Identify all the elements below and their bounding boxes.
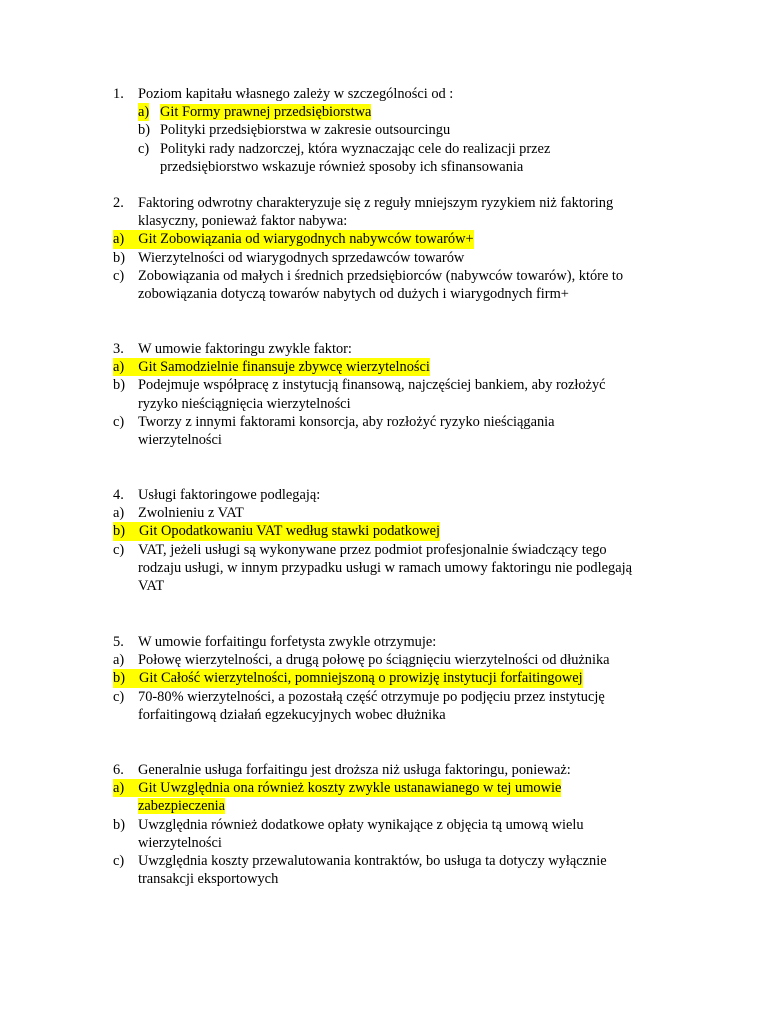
- option-c-continuation: [113, 577, 683, 595]
- option-b-continuation: [113, 395, 683, 413]
- question-number: 5.: [113, 634, 124, 650]
- option-marker: b): [113, 816, 125, 833]
- question-text: W umowie faktoringu zwykle faktor:: [138, 341, 352, 357]
- option-c-continuation: [113, 706, 683, 724]
- option-text: przedsiębiorstwo wskazuje również sposoby ich sfinansowania: [160, 158, 524, 175]
- option-c-continuation: [113, 559, 683, 577]
- question-3: [113, 340, 683, 449]
- option-text: transakcji eksportowych: [138, 871, 279, 888]
- option-b: [113, 121, 683, 139]
- question-stem: [113, 85, 683, 103]
- option-text: 70-80% wierzytelności, a pozostałą część otrzymuje po podjęciu przez instytucję: [138, 688, 605, 705]
- option-marker: a): [113, 231, 125, 248]
- option-c: [113, 140, 683, 158]
- option-a: [113, 358, 683, 376]
- option-text: zobowiązania dotyczą towarów nabytych od dużych i wiarygodnych firm+: [138, 286, 569, 303]
- option-a: [113, 230, 683, 248]
- option-marker: a): [113, 652, 125, 669]
- option-marker: c): [113, 853, 125, 870]
- question-stem: [113, 761, 683, 779]
- option-text: Uwzględnia również dodatkowe opłaty wynikające z objęcia tą umową wielu: [138, 816, 584, 833]
- option-text-highlighted: Git Samodzielnie finansuje zbywcę wierzytelności: [138, 359, 430, 376]
- option-text-highlighted: Git Całość wierzytelności, pomniejszoną o prowizję instytucji forfaitingowej: [139, 670, 583, 687]
- option-a: [113, 103, 683, 121]
- option-text: Wierzytelności od wiarygodnych sprzedawców towarów: [138, 249, 465, 266]
- option-marker: b): [113, 377, 125, 394]
- option-marker: c): [138, 140, 150, 157]
- option-marker: b): [113, 249, 125, 266]
- option-c: [113, 541, 683, 559]
- option-text: Tworzy z innymi faktorami konsorcja, aby rozłożyć ryzyko nieściągania: [138, 413, 555, 430]
- option-c: [113, 413, 683, 431]
- option-marker: b): [113, 670, 125, 687]
- option-marker: a): [113, 359, 125, 376]
- question-stem: [113, 486, 683, 504]
- question-4: [113, 486, 683, 595]
- option-a-continuation: [113, 797, 683, 815]
- question-number: 3.: [113, 341, 124, 357]
- option-text: Zobowiązania od małych i średnich przedsiębiorców (nabywców towarów), które to: [138, 267, 624, 284]
- question-text: Usługi faktoringowe podlegają:: [138, 487, 321, 503]
- option-c: [113, 852, 683, 870]
- option-text: Podejmuje współpracę z instytucją finansową, najczęściej bankiem, aby rozłożyć: [138, 377, 606, 394]
- option-c-continuation: [113, 158, 683, 176]
- option-text: Uwzględnia koszty przewalutowania kontraktów, bo usługa ta dotyczy wyłącznie: [138, 853, 607, 870]
- option-text: VAT: [138, 578, 165, 595]
- question-text: Faktoring odwrotny charakteryzuje się z reguły mniejszym ryzykiem niż faktoring: [138, 195, 614, 211]
- option-text: wierzytelności: [138, 834, 222, 851]
- option-marker: a): [138, 104, 150, 121]
- question-5: [113, 633, 683, 724]
- option-a: [113, 779, 683, 797]
- question-stem-continuation: [113, 212, 683, 230]
- option-b: [113, 816, 683, 834]
- question-1: [113, 85, 683, 176]
- option-text-highlighted: Git Opodatkowaniu VAT według stawki podatkowej: [139, 523, 440, 540]
- question-number: 6.: [113, 762, 124, 778]
- option-text: Zwolnieniu z VAT: [138, 505, 244, 522]
- option-text: ryzyko nieściągnięcia wierzytelności: [138, 395, 351, 412]
- question-stem: [113, 194, 683, 212]
- option-text: Polityki rady nadzorczej, która wyznaczając cele do realizacji przez: [160, 140, 551, 157]
- option-b: [113, 249, 683, 267]
- option-marker: c): [113, 541, 125, 558]
- question-number: 2.: [113, 195, 124, 211]
- option-text: VAT, jeżeli usługi są wykonywane przez podmiot profesjonalnie świadczący tego: [138, 541, 607, 558]
- option-text-highlighted: Git Formy prawnej przedsiębiorstwa: [160, 104, 372, 121]
- question-6: [113, 761, 683, 888]
- option-marker: c): [113, 688, 125, 705]
- option-c-continuation: [113, 285, 683, 303]
- option-text: rodzaju usługi, w innym przypadku usługi w ramach umowy faktoringu nie podlegają: [138, 559, 632, 576]
- option-b: [113, 376, 683, 394]
- option-c: [113, 267, 683, 285]
- question-text: Poziom kapitału własnego zależy w szczególności od :: [138, 86, 454, 102]
- option-marker: b): [138, 122, 150, 139]
- option-b-continuation: [113, 834, 683, 852]
- option-c: [113, 688, 683, 706]
- option-marker: c): [113, 413, 125, 430]
- option-b: [113, 522, 683, 540]
- option-text: Polityki przedsiębiorstwa w zakresie outsourcingu: [160, 122, 451, 139]
- question-stem: [113, 633, 683, 651]
- option-text-highlighted: Git Uwzględnia ona również koszty zwykle ustanawianego w tej umowie: [138, 780, 562, 797]
- option-marker: c): [113, 267, 125, 284]
- option-b: [113, 669, 683, 687]
- option-text: wierzytelności: [138, 432, 222, 449]
- question-stem: [113, 340, 683, 358]
- option-a: [113, 504, 683, 522]
- option-text: Połowę wierzytelności, a drugą połowę po ściągnięciu wierzytelności od dłużnika: [138, 652, 610, 669]
- option-marker: b): [113, 523, 125, 540]
- option-text-highlighted: Git Zobowiązania od wiarygodnych nabywców towarów+: [138, 231, 474, 248]
- option-c-continuation: [113, 870, 683, 888]
- question-2: [113, 194, 683, 303]
- option-text: forfaitingową działań egzekucyjnych wobec dłużnika: [138, 706, 446, 723]
- option-a: [113, 651, 683, 669]
- question-text: Generalnie usługa forfaitingu jest droższa niż usługa faktoringu, ponieważ:: [138, 762, 571, 778]
- option-marker: a): [113, 505, 125, 522]
- option-marker: a): [113, 780, 125, 797]
- question-number: 4.: [113, 487, 124, 503]
- question-text: W umowie forfaitingu forfetysta zwykle otrzymuje:: [138, 634, 437, 650]
- option-text-highlighted: zabezpieczenia: [138, 798, 226, 815]
- question-text: klasyczny, ponieważ faktor nabywa:: [138, 213, 348, 230]
- question-number: 1.: [113, 86, 124, 102]
- option-c-continuation: [113, 431, 683, 449]
